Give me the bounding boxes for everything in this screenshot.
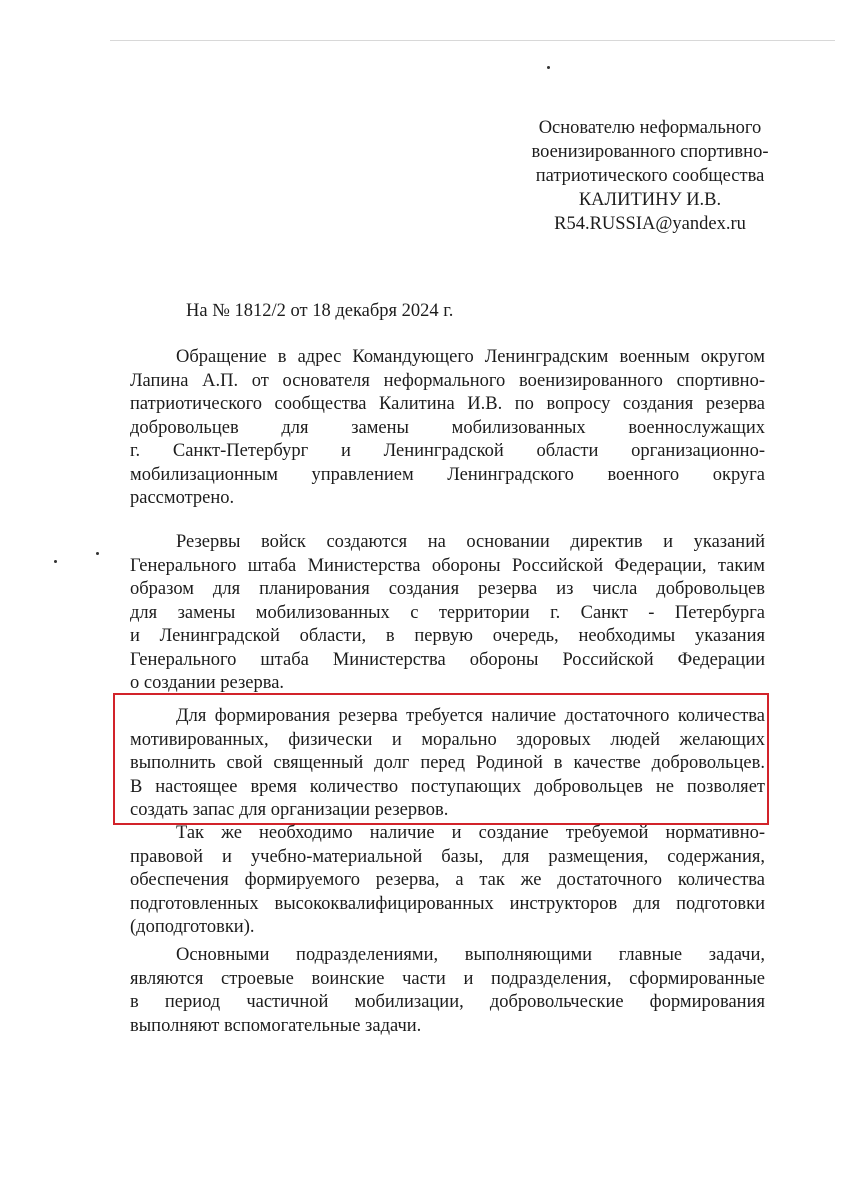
text-line: (доподготовки).	[130, 917, 255, 937]
paragraph-1	[130, 346, 765, 511]
text-line: и Ленинградской области, в первую очередь, необходимы указания	[130, 626, 765, 646]
scan-speck	[547, 66, 550, 69]
addressee-email: R54.RUSSIA@yandex.ru	[554, 214, 746, 234]
text-line: Генерального штаба Министерства обороны Российской Федерации	[130, 649, 765, 670]
text-line: рассмотрено.	[130, 488, 235, 508]
text-line: мобилизационным управлением Ленинградского военного округа	[130, 464, 765, 485]
text-line: создать запас для организации резервов.	[130, 800, 449, 820]
text-line: г. Санкт-Петербург и Ленинградской области организационно-	[130, 441, 765, 461]
text-line: Для формирования резерва требуется наличие достаточного количества	[176, 706, 765, 726]
text-line: подготовленных высококвалифицированных инструкторов для подготовки	[130, 893, 765, 914]
text-line: добровольцев для замены мобилизованных военнослужащих	[130, 417, 765, 438]
text-line: в период частичной мобилизации, добровольческие формирования	[130, 992, 765, 1012]
text-line: Так же необходимо наличие и создание требуемой нормативно-	[176, 823, 765, 843]
text-line: для замены мобилизованных с территории г. Санкт - Петербурга	[130, 602, 765, 623]
paragraph-2	[130, 531, 765, 696]
text-line: являются строевые воинские части и подразделения, сформированные	[130, 968, 765, 989]
text-line: о создании резерва.	[130, 673, 285, 693]
text-line: Генерального штаба Министерства обороны Российской Федерации, таким	[130, 555, 765, 576]
addressee-line: военизированного спортивно-	[531, 142, 769, 162]
addressee-block	[505, 116, 795, 236]
paragraph-5	[130, 944, 765, 1038]
text-line: выполняют вспомогательные задачи.	[130, 1015, 422, 1036]
text-line: выполнить свой священный долг перед Родиной в качестве добровольцев.	[130, 753, 765, 773]
scan-speck	[96, 552, 99, 555]
text-line: обеспечения формируемого резерва, а так же достаточного количества	[130, 870, 765, 890]
text-line: патриотического сообщества Калитина И.В. по вопросу создания резерва	[130, 394, 765, 414]
text-line: В настоящее время количество поступающих добровольцев не позволяет	[130, 776, 765, 797]
text-line: Резервы войск создаются на основании директив и указаний	[176, 532, 765, 552]
reference-number: На № 1812/2 от 18 декабря 2024 г.	[186, 301, 454, 321]
text-line: Обращение в адрес Командующего Ленинградским военным округом	[176, 347, 765, 367]
text-line: Основными подразделениями, выполняющими главные задачи,	[176, 945, 765, 965]
text-line: мотивированных, физически и морально здоровых людей желающих	[130, 729, 765, 750]
addressee-line: Основателю неформального	[538, 118, 762, 138]
text-line: правовой и учебно-материальной базы, для размещения, содержания,	[130, 846, 765, 867]
paragraph-3-highlighted	[130, 705, 765, 823]
addressee-line: патриотического сообщества	[535, 166, 765, 186]
addressee-name: КАЛИТИНУ И.В.	[578, 190, 722, 210]
scan-speck	[54, 560, 57, 563]
text-line: Лапина А.П. от основателя неформального военизированного спортивно-	[130, 370, 765, 391]
text-line: образом для планирования создания резерва из числа добровольцев	[130, 579, 765, 599]
scan-edge-line	[110, 40, 835, 41]
paragraph-4	[130, 822, 765, 940]
